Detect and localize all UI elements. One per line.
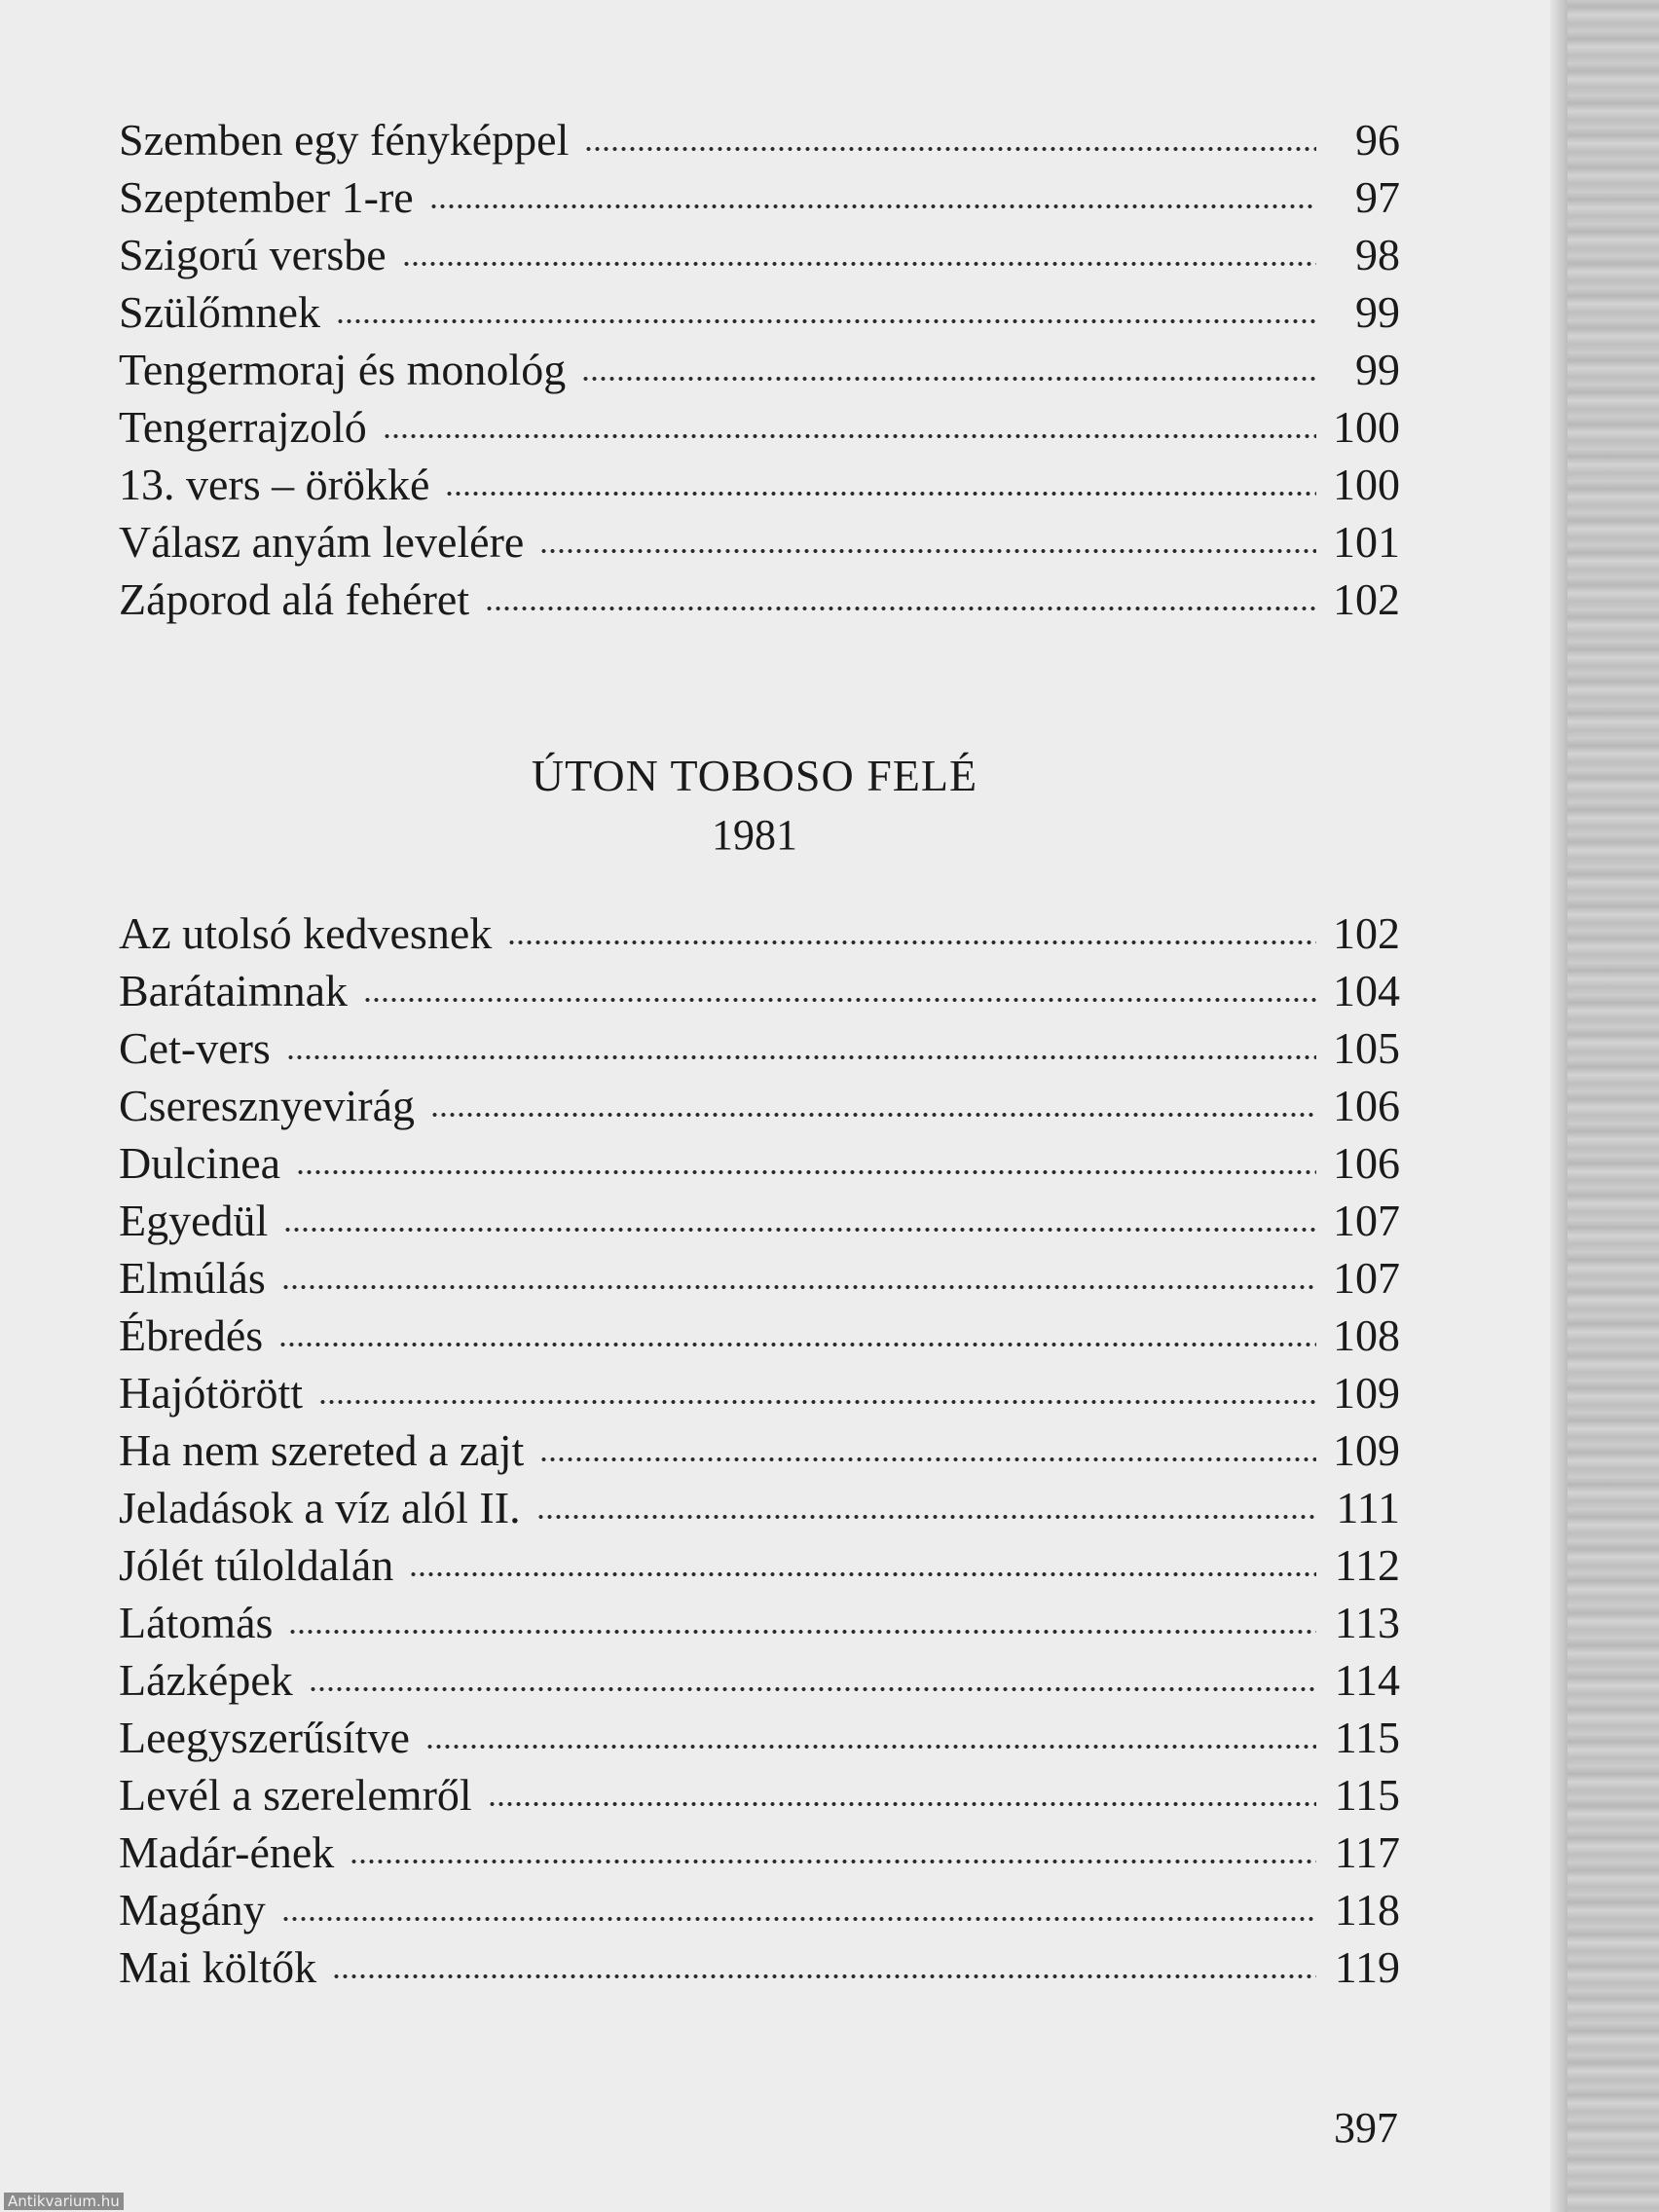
- dot-leader: [281, 1282, 1316, 1292]
- dot-leader: [332, 1972, 1316, 1981]
- toc-entry: [119, 456, 1400, 513]
- dot-leader: [281, 1914, 1316, 1924]
- toc-entry-page: 111: [1336, 1483, 1400, 1532]
- toc-entry: [119, 226, 1400, 283]
- toc-entry-page: 100: [1333, 460, 1400, 509]
- toc-entry: [119, 1824, 1400, 1881]
- dot-leader: [383, 431, 1316, 441]
- toc-entry-page: 102: [1333, 908, 1400, 958]
- section-year: 1981: [712, 811, 797, 859]
- toc-entry-page: 115: [1334, 1713, 1400, 1762]
- toc-entry-page: 107: [1333, 1196, 1400, 1245]
- toc-entry-title: Egyedül: [119, 1196, 269, 1245]
- toc-entry: [119, 571, 1400, 628]
- dot-leader: [445, 489, 1316, 498]
- toc-entry-title: Cseresznyevirág: [119, 1081, 415, 1130]
- dot-leader: [430, 1110, 1316, 1120]
- toc-entry: [119, 1536, 1400, 1594]
- toc-entry-title: Tengermoraj és monológ: [119, 345, 567, 394]
- dot-leader: [363, 995, 1316, 1005]
- dot-leader: [581, 374, 1316, 384]
- section-title: ÚTON TOBOSO FELÉ: [531, 751, 978, 800]
- toc-entry: [119, 341, 1400, 398]
- toc-entry-title: Jeladások a víz alól II.: [119, 1483, 521, 1532]
- dot-leader: [309, 1684, 1316, 1694]
- toc-entry-title: Szigorú versbe: [119, 230, 387, 279]
- toc-entry-title: Szemben egy fényképpel: [119, 115, 570, 165]
- dot-leader: [536, 1512, 1316, 1522]
- toc-entry-page: 113: [1334, 1598, 1400, 1647]
- toc-entry-title: Mai költők: [119, 1942, 317, 1992]
- toc-entry-page: 106: [1333, 1081, 1400, 1130]
- toc-entry-page: 100: [1333, 402, 1400, 452]
- dot-leader: [539, 546, 1316, 556]
- toc-entry-page: 119: [1334, 1942, 1400, 1992]
- dot-leader: [288, 1627, 1316, 1637]
- toc-entry: [119, 1077, 1400, 1134]
- toc-entry-title: Az utolsó kedvesnek: [119, 908, 493, 958]
- toc-entry-title: Tengerrajzoló: [119, 402, 367, 452]
- toc-entry-title: Lázképek: [119, 1655, 293, 1705]
- toc-entry: [119, 1364, 1400, 1421]
- toc-entry: [119, 513, 1400, 571]
- page-number: 397: [1334, 2104, 1398, 2152]
- toc-entry-page: 115: [1334, 1770, 1400, 1820]
- dot-leader: [350, 1857, 1316, 1866]
- toc-entry: [119, 962, 1400, 1019]
- toc-entry-title: Leegyszerűsítve: [119, 1713, 410, 1762]
- toc-entry-title: Ébredés: [119, 1310, 264, 1360]
- toc-entry: [119, 398, 1400, 456]
- toc-entry-page: 104: [1333, 966, 1400, 1015]
- toc-entry: [119, 1307, 1400, 1364]
- toc-entry-page: 101: [1333, 517, 1400, 567]
- toc-entry-title: Cet-vers: [119, 1023, 271, 1073]
- dot-leader: [409, 1569, 1316, 1579]
- toc-entry-page: 98: [1355, 230, 1400, 279]
- dot-leader: [278, 1340, 1316, 1349]
- dot-leader: [296, 1167, 1316, 1177]
- toc-entry: [119, 1881, 1400, 1938]
- toc-entry-title: 13. vers – örökké: [119, 460, 430, 509]
- toc-entry: [119, 1938, 1400, 1996]
- toc-entry: [119, 283, 1400, 341]
- toc-entry-page: 108: [1333, 1310, 1400, 1360]
- toc-entry: [119, 904, 1400, 962]
- dot-leader: [336, 316, 1316, 326]
- dot-leader: [539, 1455, 1316, 1464]
- toc-entry: [119, 1421, 1400, 1479]
- toc-entry: [119, 1134, 1400, 1192]
- toc-entry-title: Levél a szerelemről: [119, 1770, 472, 1820]
- toc-entry: [119, 1709, 1400, 1766]
- toc-entry-title: Szeptember 1-re: [119, 172, 414, 222]
- toc-entry-page: 107: [1333, 1253, 1400, 1303]
- toc-entry-page: 109: [1333, 1425, 1400, 1475]
- toc-entry: [119, 168, 1400, 226]
- toc-entry-title: Válasz anyám levelére: [119, 517, 525, 567]
- toc-entry-title: Madár-ének: [119, 1827, 335, 1877]
- toc-entry-title: Jólét túloldalán: [119, 1540, 394, 1590]
- toc-list-top: [119, 111, 1400, 628]
- toc-entry-title: Elmúlás: [119, 1253, 266, 1303]
- toc-entry-page: 117: [1334, 1827, 1400, 1877]
- toc-entry-page: 114: [1334, 1655, 1400, 1705]
- dot-leader: [402, 259, 1316, 269]
- dot-leader: [286, 1052, 1316, 1062]
- dot-leader: [283, 1225, 1316, 1235]
- toc-entry: [119, 111, 1400, 168]
- watermark: Antikvarium.hu: [4, 2193, 124, 2210]
- toc-entry-page: 96: [1355, 115, 1400, 165]
- dot-leader: [318, 1397, 1316, 1407]
- toc-entry-page: 99: [1355, 287, 1400, 337]
- dot-leader: [485, 604, 1316, 613]
- toc-entry-title: Záporod alá fehéret: [119, 574, 470, 624]
- toc-entry-page: 99: [1355, 345, 1400, 394]
- toc-list-section: [119, 904, 1400, 1996]
- toc-entry-title: Szülőmnek: [119, 287, 320, 337]
- toc-entry-title: Barátaimnak: [119, 966, 349, 1015]
- toc-entry-title: Hajótörött: [119, 1368, 304, 1418]
- toc-entry-page: 102: [1333, 574, 1400, 624]
- dot-leader: [507, 938, 1316, 947]
- toc-entry-page: 106: [1333, 1138, 1400, 1188]
- toc-entry: [119, 1479, 1400, 1536]
- toc-entry-title: Magány: [119, 1885, 266, 1935]
- dot-leader: [425, 1742, 1316, 1751]
- toc-entry: [119, 1192, 1400, 1249]
- toc-entry: [119, 1594, 1400, 1651]
- toc-entry-page: 97: [1355, 172, 1400, 222]
- toc-entry: [119, 1766, 1400, 1824]
- dot-leader: [488, 1799, 1316, 1809]
- toc-entry-title: Dulcinea: [119, 1138, 281, 1188]
- toc-entry-page: 118: [1334, 1885, 1400, 1935]
- toc-entry: [119, 1249, 1400, 1307]
- toc-entry-page: 105: [1333, 1023, 1400, 1073]
- dot-leader: [584, 144, 1316, 154]
- toc-entry: [119, 1019, 1400, 1077]
- background-surface: [1567, 0, 1659, 2212]
- toc-entry-page: 112: [1334, 1540, 1400, 1590]
- toc-entry-title: Látomás: [119, 1598, 274, 1647]
- toc-entry-page: 109: [1333, 1368, 1400, 1418]
- toc-entry: [119, 1651, 1400, 1709]
- toc-entry-title: Ha nem szereted a zajt: [119, 1425, 525, 1475]
- page-edge-shadow: [1550, 0, 1567, 2212]
- dot-leader: [429, 202, 1316, 211]
